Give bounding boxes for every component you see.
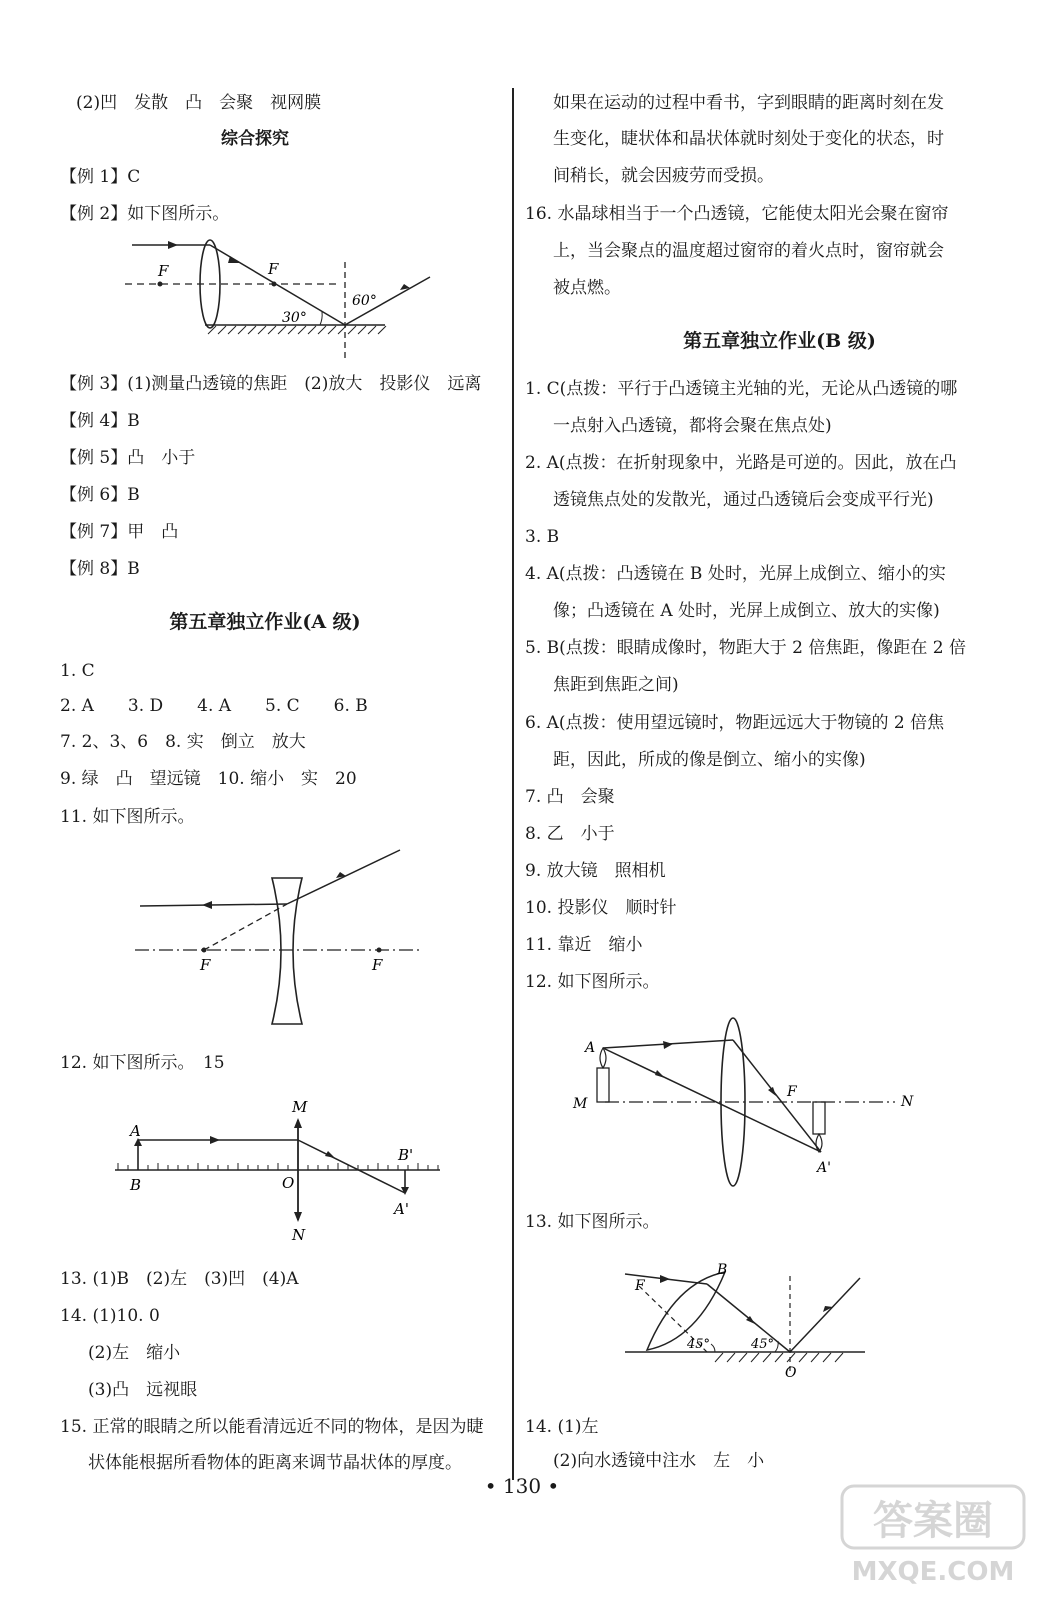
svg-text:MXQE.COM: MXQE.COM (851, 1557, 1015, 1587)
b12-label-M: M (573, 1096, 588, 1112)
a11-label-F1: F (200, 956, 211, 974)
watermark-logo (838, 1480, 1028, 1590)
b13-label-45b: 45° (751, 1337, 775, 1352)
example-6: 【例 6】B (60, 485, 140, 505)
answer-a14: 14. (1)10. 0 (60, 1306, 160, 1326)
a12-label-O: O (282, 1174, 295, 1192)
answer-a14c: (3)凸 远视眼 (88, 1380, 198, 1400)
ex2-label-60: 60° (352, 293, 377, 309)
answer-a9: 9. 绿 凸 望远镜 10. 缩小 实 20 (60, 769, 357, 789)
answer-b8: 8. 乙 小于 (525, 824, 615, 844)
answer-16b: 上，当会聚点的温度超过窗帘的着火点时，窗帘就会 (553, 241, 944, 261)
answer-b4b: 像；凸透镜在 A 处时，光屏上成倒立、放大的实像) (553, 601, 940, 621)
section-title: 综合探究 (221, 129, 289, 149)
b12-label-N: N (901, 1094, 914, 1110)
answer-b5b: 焦距到焦距之间) (553, 675, 679, 695)
a12-label-Bp: B' (398, 1146, 414, 1164)
a12-label-N: N (292, 1226, 306, 1244)
column-divider (512, 88, 514, 1480)
ex2-label-F2: F (268, 260, 279, 278)
b13-label-B: B (717, 1262, 728, 1278)
answer-a14b: (2)左 缩小 (88, 1343, 181, 1363)
a12-label-A: A (130, 1122, 141, 1140)
a12-label-M: M (292, 1098, 308, 1116)
answer-b12: 12. 如下图所示。 (525, 972, 660, 992)
answer-b2b: 透镜焦点处的发散光，通过凸透镜后会变成平行光) (553, 490, 934, 510)
answer-b14b: (2)向水透镜中注水 左 小 (553, 1451, 765, 1471)
answer-a15b: 状体能根据所看物体的距离来调节晶状体的厚度。 (88, 1453, 462, 1473)
answer-b3: 3. B (525, 527, 560, 547)
answer-b5: 5. B(点拨：眼睛成像时，物距大于 2 倍焦距，像距在 2 倍 (525, 638, 966, 658)
b12-label-F: F (787, 1084, 797, 1100)
a12-label-B: B (130, 1176, 142, 1194)
answer-b4: 4. A(点拨：凸透镜在 B 处时，光屏上成倒立、缩小的实 (525, 564, 946, 584)
answer-a1: 1. C (60, 661, 95, 681)
b13-label-45a: 45° (687, 1337, 711, 1352)
example-3: 【例 3】(1)测量凸透镜的焦距 (2)放大 投影仪 远离 (60, 374, 482, 394)
answer-16: 16. 水晶球相当于一个凸透镜，它能使太阳光会聚在窗帘 (525, 204, 949, 224)
answer-b1b: 一点射入凸透镜，都将会聚在焦点处) (553, 416, 832, 436)
continued-line-2: 生变化，睫状体和晶状体就时刻处于变化的状态，时 (553, 129, 944, 149)
b12-convex-lens-diagram (565, 1012, 925, 1192)
a11-concave-lens-diagram (130, 846, 430, 1036)
example-5: 【例 5】凸 小于 (60, 448, 196, 468)
answer-16c: 被点燃。 (553, 278, 621, 298)
b13-lens-mirror-diagram (615, 1252, 885, 1392)
continued-line-1: 如果在运动的过程中看书，字到眼睛的距离时刻在发 (553, 93, 944, 113)
answer-a13: 13. (1)B (2)左 (3)凹 (4)A (60, 1269, 299, 1289)
answer-b11: 11. 靠近 缩小 (525, 935, 643, 955)
b13-label-F: F (635, 1278, 645, 1294)
answer-a15: 15. 正常的眼睛之所以能看清远近不同的物体，是因为睫 (60, 1417, 484, 1437)
a12-lens-ruler-diagram (110, 1090, 450, 1250)
answer-a11: 11. 如下图所示。 (60, 807, 195, 827)
ex2-label-F1: F (158, 262, 169, 280)
answer-b13: 13. 如下图所示。 (525, 1212, 660, 1232)
answer-b1: 1. C(点拨：平行于凸透镜主光轴的光，无论从凸透镜的哪 (525, 379, 958, 399)
answer-line: (2)凹 发散 凸 会聚 视网膜 (76, 93, 322, 113)
example-4: 【例 4】B (60, 411, 140, 431)
example-8: 【例 8】B (60, 559, 140, 579)
answer-b7: 7. 凸 会聚 (525, 787, 615, 807)
answer-b14: 14. (1)左 (525, 1417, 599, 1437)
a11-label-F2: F (372, 956, 383, 974)
answer-a2: 2. A 3. D 4. A 5. C 6. B (60, 696, 368, 716)
answer-b6b: 距，因此，所成的像是倒立、缩小的实像) (553, 750, 866, 770)
answer-b10: 10. 投影仪 顺时针 (525, 898, 677, 918)
answer-a7: 7. 2、3、6 8. 实 倒立 放大 (60, 732, 306, 752)
chapter-a-title: 第五章独立作业(A 级) (169, 611, 361, 633)
ex2-label-30: 30° (282, 310, 307, 326)
example-1: 【例 1】C (60, 167, 141, 187)
a12-label-Ap: A' (394, 1200, 409, 1218)
b12-label-A: A (585, 1040, 596, 1056)
continued-line-3: 间稍长，就会因疲劳而受损。 (553, 166, 774, 186)
example-7: 【例 7】甲 凸 (60, 522, 179, 542)
answer-b9: 9. 放大镜 照相机 (525, 861, 666, 881)
svg-text:答案圈: 答案圈 (873, 1498, 993, 1544)
answer-a12: 12. 如下图所示。 15 (60, 1053, 225, 1073)
ex2-lens-diagram (120, 232, 440, 362)
chapter-b-title: 第五章独立作业(B 级) (683, 330, 876, 352)
page-number: • 130 • (484, 1474, 560, 1498)
b12-label-Ap: A' (817, 1160, 831, 1176)
example-2: 【例 2】如下图所示。 (60, 204, 230, 224)
b13-label-O: O (785, 1365, 797, 1381)
answer-b6: 6. A(点拨：使用望远镜时，物距远远大于物镜的 2 倍焦 (525, 713, 945, 733)
answer-b2: 2. A(点拨：在折射现象中，光路是可逆的。因此，放在凸 (525, 453, 957, 473)
